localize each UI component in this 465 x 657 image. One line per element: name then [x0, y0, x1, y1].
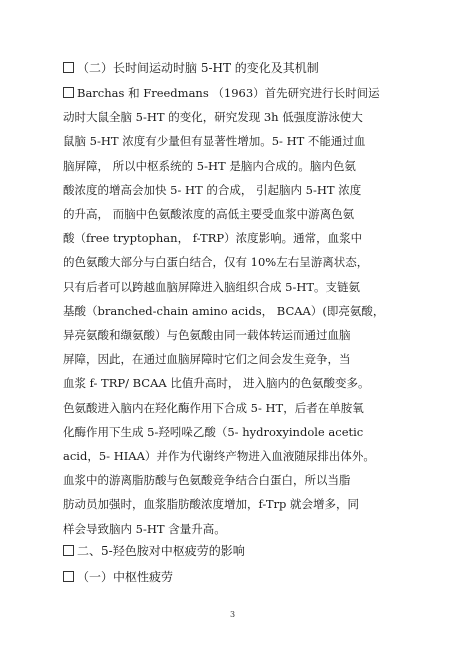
checkbox-icon — [63, 545, 74, 556]
paragraph-line: 屏障，因此，在通过血脑屏障时它们之间会发生竞争，当 — [63, 352, 351, 367]
paragraph-line: 化酶作用下生成 5-羟吲哚乙酸（5- hydroxyindole acetic — [63, 424, 364, 439]
paragraph-line: 样会导致脑内 5-HT 含量升高。 — [63, 521, 226, 536]
paragraph-line: 色氨酸进入脑内在羟化酶作用下合成 5- HT，后者在单胺氧 — [63, 400, 364, 415]
paragraph-line: 的升高， 而脑中色氨酸浓度的高低主要受血浆中游离色氨 — [63, 207, 355, 221]
page-number: 3 — [229, 610, 236, 619]
paragraph-line: acid，5- HIAA）并作为代谢终产物进入血液随尿排出体外。 — [63, 449, 375, 463]
section-heading-2-2: （二）长时间运动时脑 5-HT 的变化及其机制 — [63, 60, 413, 76]
paragraph-line: 动时大鼠全脑 5-HT 的变化，研究发现 3h 低强度游泳使大 — [63, 110, 363, 125]
paragraph-line: 酸（free tryptophan， f-TRP）浓度影响。通常，血浆中 — [63, 231, 363, 246]
paragraph-line: 的色氨酸大部分与白蛋白结合，仅有 10%左右呈游离状态， — [63, 255, 369, 270]
paragraph-line: 酸浓度的增高会加快 5- HT 的合成， 引起脑内 5-HT 浓度 — [63, 182, 362, 197]
paragraph-line: 脑屏障， 所以中枢系统的 5-HT 是脑内合成的。脑内色氨 — [63, 158, 356, 173]
checkbox-icon — [63, 62, 74, 73]
paragraph-line: 鼠脑 5-HT 浓度有少量但有显著性增加。5- HT 不能通过血 — [63, 134, 366, 149]
checkbox-icon — [63, 571, 74, 582]
checkbox-icon — [63, 87, 74, 98]
paragraph-line: 血浆 f- TRP/ BCAA 比值升高时， 进入脑内的色氨酸变多。 — [63, 376, 370, 391]
chapter-heading-2: 二、5-羟色胺对中枢疲劳的影响 — [63, 543, 413, 559]
paragraph-line: 异亮氨酸和缬氨酸）与色氨酸由同一载体转运而通过血脑 — [63, 328, 351, 342]
paragraph-line: Barchas 和 Freedmans （1963）首先研究进行长时间运 — [63, 85, 413, 101]
paragraph-line: 基酸（branched-chain amino acids， BCAA）(即亮氨酸， — [63, 303, 385, 318]
paragraph-line: 只有后者可以跨越血脑屏障进入脑组织合成 5-HT。支链氨 — [63, 279, 361, 294]
paragraph-line: 肪动员加强时，血浆脂肪酸浓度增加，f-Trp 就会增多，同 — [63, 497, 360, 512]
section-heading-2-1: （一）中枢性疲劳 — [63, 569, 413, 585]
paragraph-line: 血浆中的游离脂肪酸与色氨酸竞争结合白蛋白，所以当脂 — [63, 473, 351, 488]
